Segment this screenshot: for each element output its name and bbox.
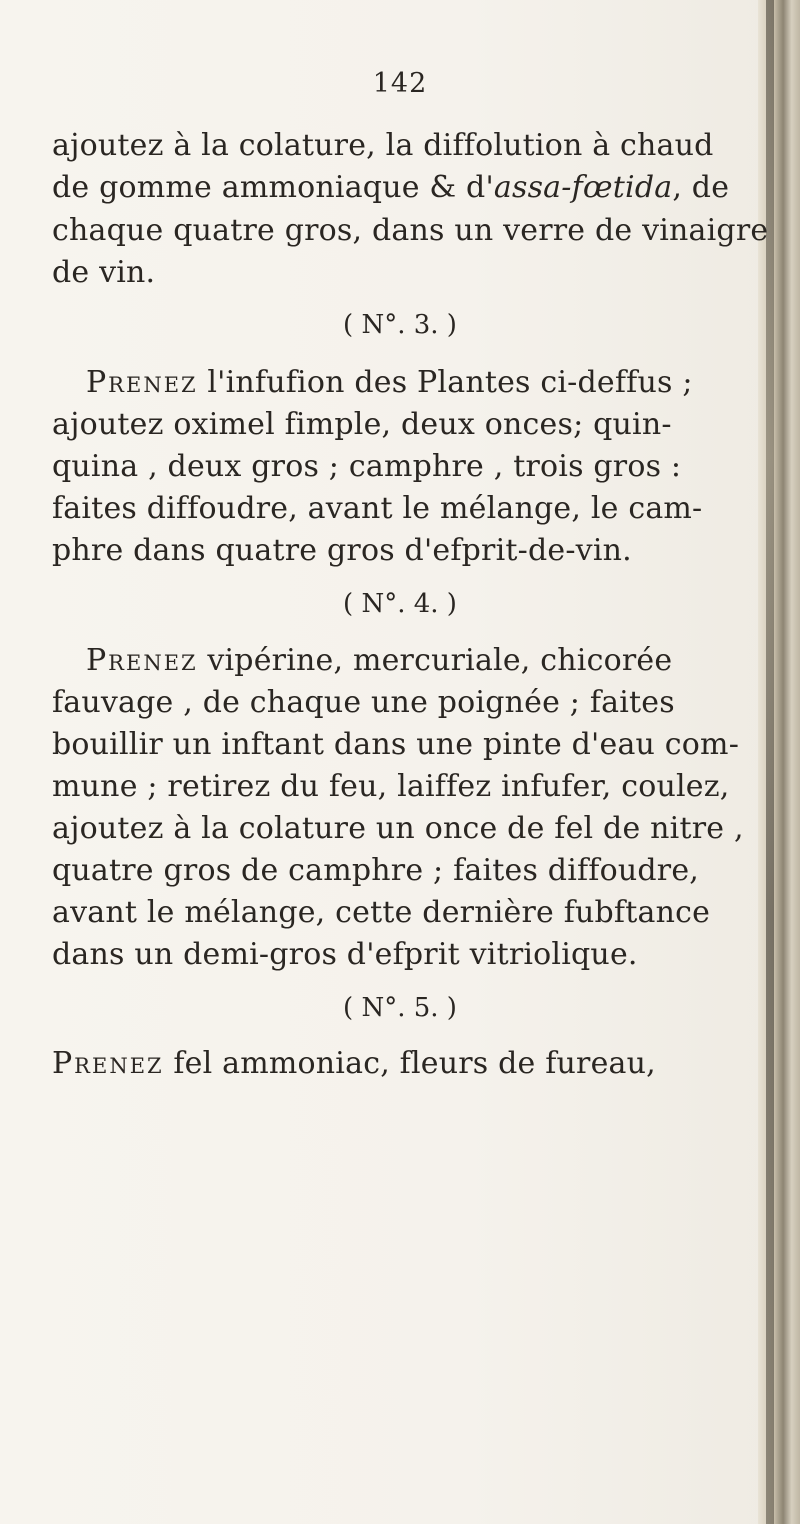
text-span: fel ammoniac, fleurs de fureau, [163, 1046, 656, 1081]
text-line: quatre gros de camphre ; faites diffoudre, [52, 853, 700, 888]
text-span: de gomme ammoniaque & d' [52, 170, 494, 205]
prenez-heading: Prenez [52, 1046, 164, 1081]
text-line: phre dans quatre gros d'efprit-de-vin. [52, 533, 632, 568]
text-span: l'infufion des Plantes ci-deffus ; [197, 365, 693, 400]
text-line: fauvage , de chaque une poignée ; faites [52, 685, 675, 720]
text-line [52, 1046, 656, 1081]
text-line: faites diffoudre, avant le mélange, le cam- [52, 491, 703, 526]
text-line [52, 170, 729, 205]
text-line: dans un demi-gros d'efprit vitriolique. [52, 937, 638, 972]
text-line: quina , deux gros ; camphre , trois gros : [52, 449, 682, 484]
italic-term: assa-fœtida [493, 170, 673, 205]
text-span: , de [672, 170, 730, 205]
text-line: bouillir un inftant dans une pinte d'eau com- [52, 727, 740, 762]
text-line [86, 643, 672, 678]
prenez-heading: Prenez [86, 365, 198, 400]
prenez-heading: Prenez [86, 643, 198, 678]
text-line: de vin. [52, 255, 156, 290]
recipe-number: ( N°. 5. ) [343, 993, 457, 1023]
text-line [86, 365, 693, 400]
text-line: ajoutez à la colature un once de fel de nitre , [52, 811, 744, 846]
text-span: vipérine, mercuriale, chicorée [197, 643, 673, 678]
text-line: mune ; retirez du feu, laiffez infufer, coulez, [52, 769, 730, 804]
text-line: ajoutez oximel fimple, deux onces; quin- [52, 407, 672, 442]
page-number: 142 [372, 68, 428, 99]
text-line: ajoutez à la colature, la diffolution à chaud [52, 128, 714, 163]
text-line: chaque quatre gros, dans un verre de vinaigre [52, 213, 769, 248]
recipe-number: ( N°. 3. ) [343, 310, 457, 340]
text-line: avant le mélange, cette dernière fubftance [52, 895, 711, 930]
recipe-number: ( N°. 4. ) [343, 589, 457, 619]
